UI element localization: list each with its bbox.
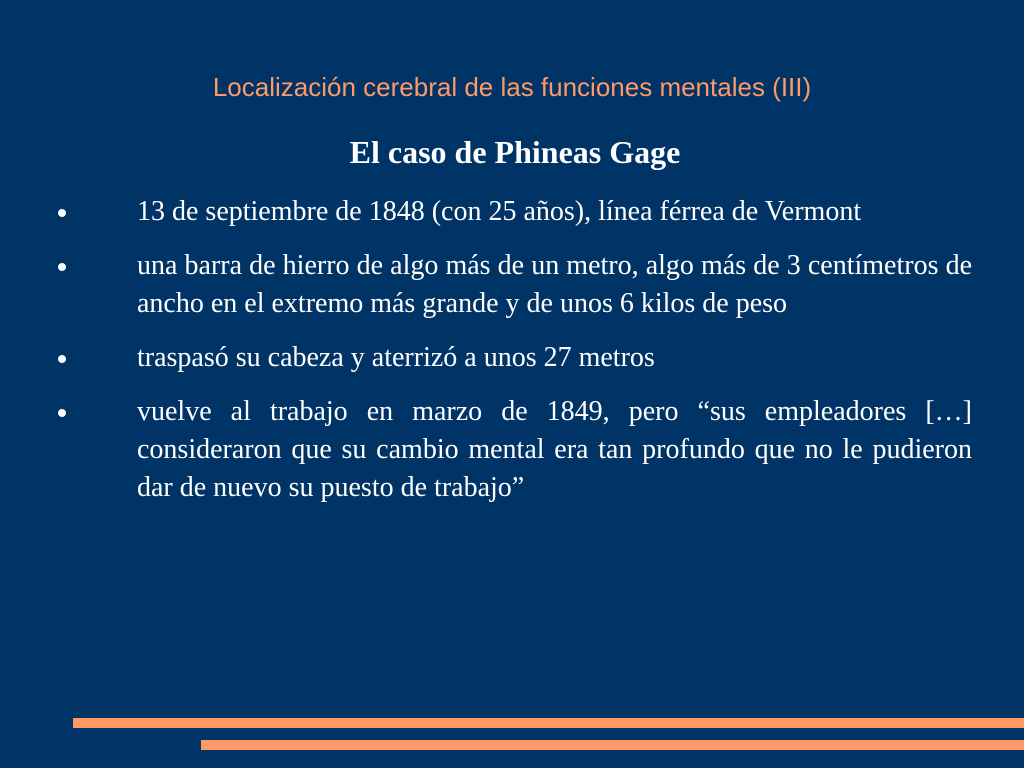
bullet-text: una barra de hierro de algo más de un metro, algo más de 3 centímetros de ancho en el extremo más grande y de unos 6 kilos de peso bbox=[137, 250, 972, 319]
decorative-bar-bottom bbox=[201, 740, 1024, 750]
bullet-text: vuelve al trabajo en marzo de 1849, pero “sus empleadores […] consideraron que su cambio mental era tan profundo que no le pudieron dar de nuevo su puesto de trabajo” bbox=[137, 396, 972, 503]
bullet-text: 13 de septiembre de 1848 (con 25 años), línea férrea de Vermont bbox=[137, 196, 862, 227]
bullet-item bbox=[0, 247, 1024, 323]
bullet-item bbox=[0, 393, 1024, 507]
bullet-dot-icon bbox=[58, 355, 66, 363]
bullet-item bbox=[0, 193, 1024, 231]
bullet-text: traspasó su cabeza y aterrizó a unos 27 metros bbox=[137, 342, 655, 373]
bullet-list bbox=[0, 193, 1024, 523]
bullet-dot-icon bbox=[58, 209, 66, 217]
slide-title: Localización cerebral de las funciones mentales (III) bbox=[212, 72, 812, 102]
bullet-item bbox=[0, 339, 1024, 377]
bullet-dot-icon bbox=[58, 409, 66, 417]
slide-subtitle: El caso de Phineas Gage bbox=[349, 134, 681, 170]
bullet-dot-icon bbox=[58, 263, 66, 271]
decorative-bar-top bbox=[73, 718, 1024, 728]
